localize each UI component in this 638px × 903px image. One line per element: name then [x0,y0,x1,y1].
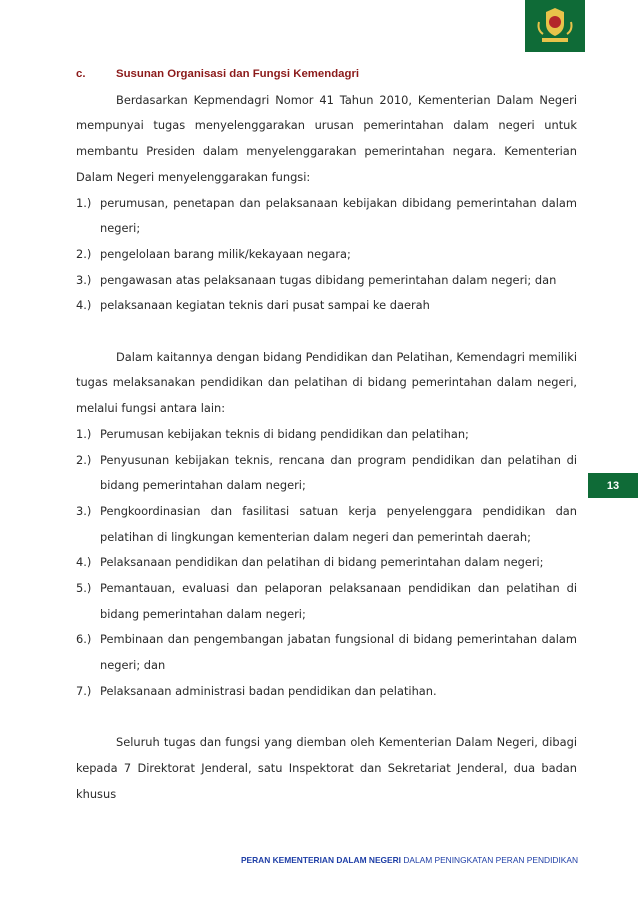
kemendagri-emblem-icon [525,0,585,52]
spacer [76,705,577,731]
paragraph-closing: Seluruh tugas dan fungsi yang diemban oleh Kementerian Dalam Negeri, dibagi kepada 7 Direktorat Jenderal, satu Inspektorat dan Sekretariat Jenderal, dua badan khusus [76,735,577,801]
list-item: 5.) Pemantauan, evaluasi dan pelaporan pelaksanaan pendidikan dan pelatihan di bidang pemerintahan dalam negeri; [76,581,577,621]
emblem-graphic [525,0,585,52]
list-item: 1.) Perumusan kebijakan teknis di bidang pendidikan dan pelatihan; [76,426,469,441]
list-item: 6.) Pembinaan dan pengembangan jabatan fungsional di bidang pemerintahan dalam negeri; dan [76,632,577,673]
list-item: 3.) pengawasan atas pelaksanaan tugas dibidang pemerintahan dalam negeri; dan [76,272,557,287]
footer-bold-text: PERAN KEMENTERIAN DALAM NEGERI [240,855,401,865]
section-letter: c. [76,68,86,80]
page-number: 13 [606,479,620,492]
list-item: 2.) Penyusunan kebijakan teknis, rencana dan program pendidikan dan pelatihan di bidang pemerintahan dalam negeri; [76,452,577,493]
list-item: 4.) Pelaksanaan pendidikan dan pelatihan di bidang pemerintahan dalam negeri; [76,555,544,570]
list-item: 4.) pelaksanaan kegiatan teknis dari pusat sampai ke daerah [76,298,430,313]
paragraph-training: Dalam kaitannya dengan bidang Pendidikan dan Pelatihan, Kemendagri memiliki tugas melaksanakan pendidikan dan pelatihan di bidang pemerintahan dalam negeri, melalui fungsi antara lain: [76,349,577,416]
list-item: 3.) Pengkoordinasian dan fasilitasi satuan kerja penyelenggara pendidikan dan pelatihan di lingkungan kementerian dalam negeri dan pemerintah daerah; [76,503,577,544]
section-heading [76,62,577,88]
list-item: 7.) Pelaksanaan administrasi badan pendidikan dan pelatihan. [76,683,437,698]
paragraph-intro: Berdasarkan Kepmendagri Nomor 41 Tahun 2010, Kementerian Dalam Negeri mempunyai tugas menyelenggarakan urusan pemerintahan dalam negeri untuk membantu Presiden dalam menyelenggarakan pemerintahan negara. Kementerian Dalam Negeri menyelenggarakan fungsi: [76,92,577,184]
spacer [76,319,577,345]
document-body [76,62,577,807]
function-list [76,191,577,320]
list-item: 1.) perumusan, penetapan dan pelaksanaan kebijakan dibidang pemerintahan dalam negeri; [76,195,577,236]
section-title: Susunan Organisasi dan Fungsi Kemendagri [116,68,360,80]
training-function-list [76,422,577,705]
list-item: 2.) pengelolaan barang milik/kekayaan negara; [76,246,351,261]
footer-text: DALAM PENINGKATAN PERAN PENDIDIKAN [401,855,578,865]
running-footer [220,855,578,865]
page-number-tab [588,473,638,498]
